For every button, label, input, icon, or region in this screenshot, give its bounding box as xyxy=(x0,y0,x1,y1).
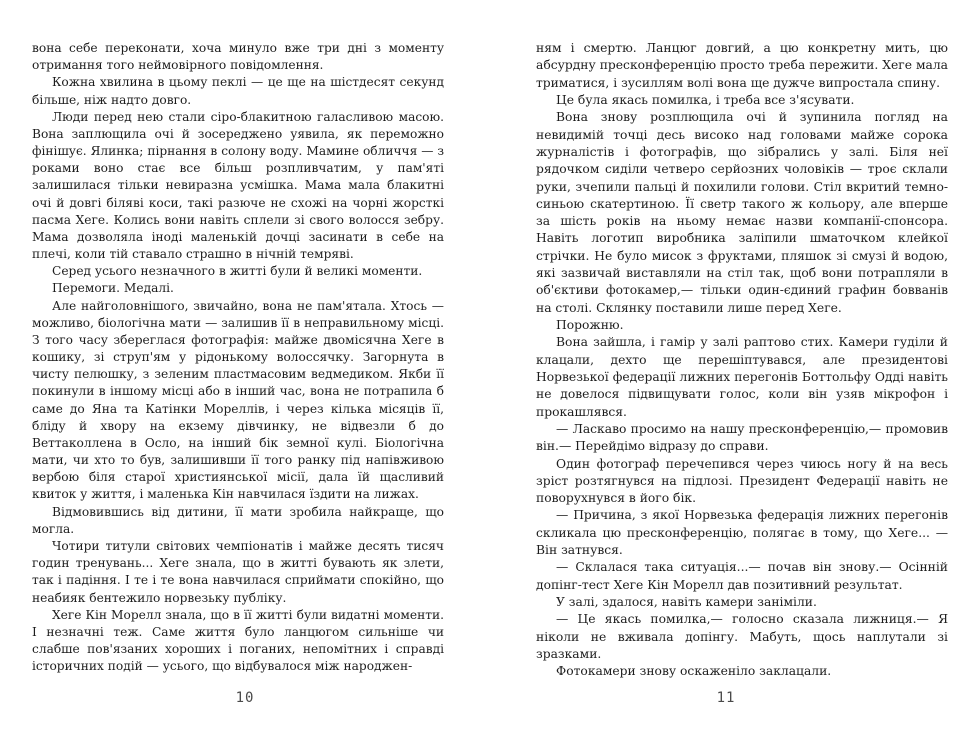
paragraph: Хеге Кін Морелл знала, що в її житті були видатні моменти. І незначні теж. Саме життя було ланцюгом сильніше чи слабше пов'язаних хороших і поганих, непомітних і справді історичних подій — усього, що відбувалося між народжен- xyxy=(32,607,444,674)
paragraph: ням і смертю. Ланцюг довгий, а цю конкретну мить, цю абсурдну пресконференцію просто треба пережити. Хеге мала триматися, і зусиллям волі вона ще дужче випростала спину. xyxy=(536,41,948,90)
paragraph: Відмовившись від дитини, її мати зробила найкраще, що могла. xyxy=(32,504,444,536)
paragraph: У залі, здалося, навіть камери заніміли. xyxy=(556,595,817,609)
paragraph: вона себе переконати, хоча минуло вже три дні з моменту отримання того неймовірного повідомлення. xyxy=(32,41,444,73)
paragraph: Серед усього незначного в житті були й великі моменти. xyxy=(52,264,423,279)
paragraph: Кожна хвилина в цьому пеклі — це ще на шістдесят секунд більше, ніж надто довго. xyxy=(32,75,444,107)
paragraph: Чотири титули світових чемпіонатів і майже десять тисяч годин тренувань... Хеге знала, що в житті бувають як злети, так і падіння. І те і те вона навчилася сприймати спокійно, що неабияк бентежило норвезьку публіку. xyxy=(32,538,444,605)
paragraph: Порожню. xyxy=(556,318,624,332)
paragraph: Перемоги. Медалі. xyxy=(52,281,174,296)
paragraph: Вона зайшла, і гамір у залі раптово стих. Камери гуділи й клацали, дехто ще перешіптувався, але президентові Норвезької федерації лижних перегонів Боттольфу Одді навіть не довелося підвищувати голос, коли він узяв мікрофон і прокашлявся. xyxy=(536,335,948,419)
paragraph: Але найголовнішого, звичайно, вона не пам'ятала. Хтось — можливо, біологічна мати — залишив її в неправильному місці. З того часу збереглася фотографія: майже двомісячна Хеге в кошику, зі струп'ям у рідонькому волоссячку. Загорнута в чисту пелюшку, з зеленим пластмасовим ведмедиком. Якби її покинули в іншому місці або в інший час, вона не потрапила б саме до Яна та Катінки Мореллів, і через кілька місяців її, бліду й хвору на екзему дівчинку, не відвезли б до Веттаколлена в Осло, на інший бік земної кулі. Біологічна мати, чи хто то був, залишивши її того ранку під напівживою вербою біля старої християнської місії, дала їй щасливий квиток у життя, і маленька Кін навчилася їздити на лижах. xyxy=(32,298,444,502)
paragraph: — Причина, з якої Норвезька федерація лижних перегонів скликала цю пресконференцію, полягає в тому, що Хеге... — Він затнувся. xyxy=(536,508,948,558)
left-page-text xyxy=(32,40,444,690)
paragraph: Фотокамери знову оскаженіло заклацали. xyxy=(556,664,832,679)
paragraph: Вона знову розплющила очі й зупинила погляд на невидимій точці десь високо над головами майже сорока журналістів і фотографів, що зібрались у залі. Біля неї рядочком сиділи четверо серйозних чоловіків — троє склали руки, зчепили пальці й похилили голови. Стіл вкритий темно-синьою скатертиною. Її светр такого ж кольору, але вперше за шість років на ньому немає назви компанії-спонсора. Навіть логотип виробника заліпили шматочком клейкої стрічки. Не було мисок з фруктами, пляшок зі смузі й водою, які зазвичай виставляли на стіл так, щоб вони потрапляли в об'єктиви фотокамер,— тільки один-єдиний графин бовванів на столі. Склянку поставили лише перед Хеге. xyxy=(536,110,948,315)
paragraph: Один фотограф перечепився через чиюсь ногу й на весь зріст розтягнувся на підлозі. Президент Федерації навіть не поворухнувся в його бік. xyxy=(536,456,948,506)
page-number-right: 11 xyxy=(716,690,736,706)
paragraph: — Це якась помилка,— голосно сказала лижниця.— Я ніколи не вживала допінгу. Мабуть, щось наплутали зі зразками. xyxy=(536,612,948,661)
paragraph: — Ласкаво просимо на нашу пресконференцію,— промовив він.— Перейдімо відразу до справи. xyxy=(536,421,948,454)
paragraph: Люди перед нею стали сіро-блакитною галасливою масою. Вона заплющила очі й зосереджено уявила, як переможно фінішує. Ялинка; пірнання в солону воду. Мамине обличчя — з роками воно стає все більш розпливчатим, у пам'яті залишилася тільки невиразна усмішка. Мама мала блакитні очі й довгі біляві коси, такі разюче не схожі на чорні жорсткі пасма Хеге. Колись вони навіть сплели зі свого волосся зебру. Мама дозволяла іноді маленькій дочці засинати в себе на плечі, коли тій ставало страшно в нічній темряві. xyxy=(32,109,444,262)
paragraph: Це була якась помилка, і треба все з'ясувати. xyxy=(556,92,855,107)
page-number-left: 10 xyxy=(235,690,255,706)
right-page-text xyxy=(536,40,948,690)
paragraph: — Склалася така ситуація...— почав він знову.— Осінній допінг-тест Хеге Кін Морелл дав позитивний результат. xyxy=(536,560,948,592)
